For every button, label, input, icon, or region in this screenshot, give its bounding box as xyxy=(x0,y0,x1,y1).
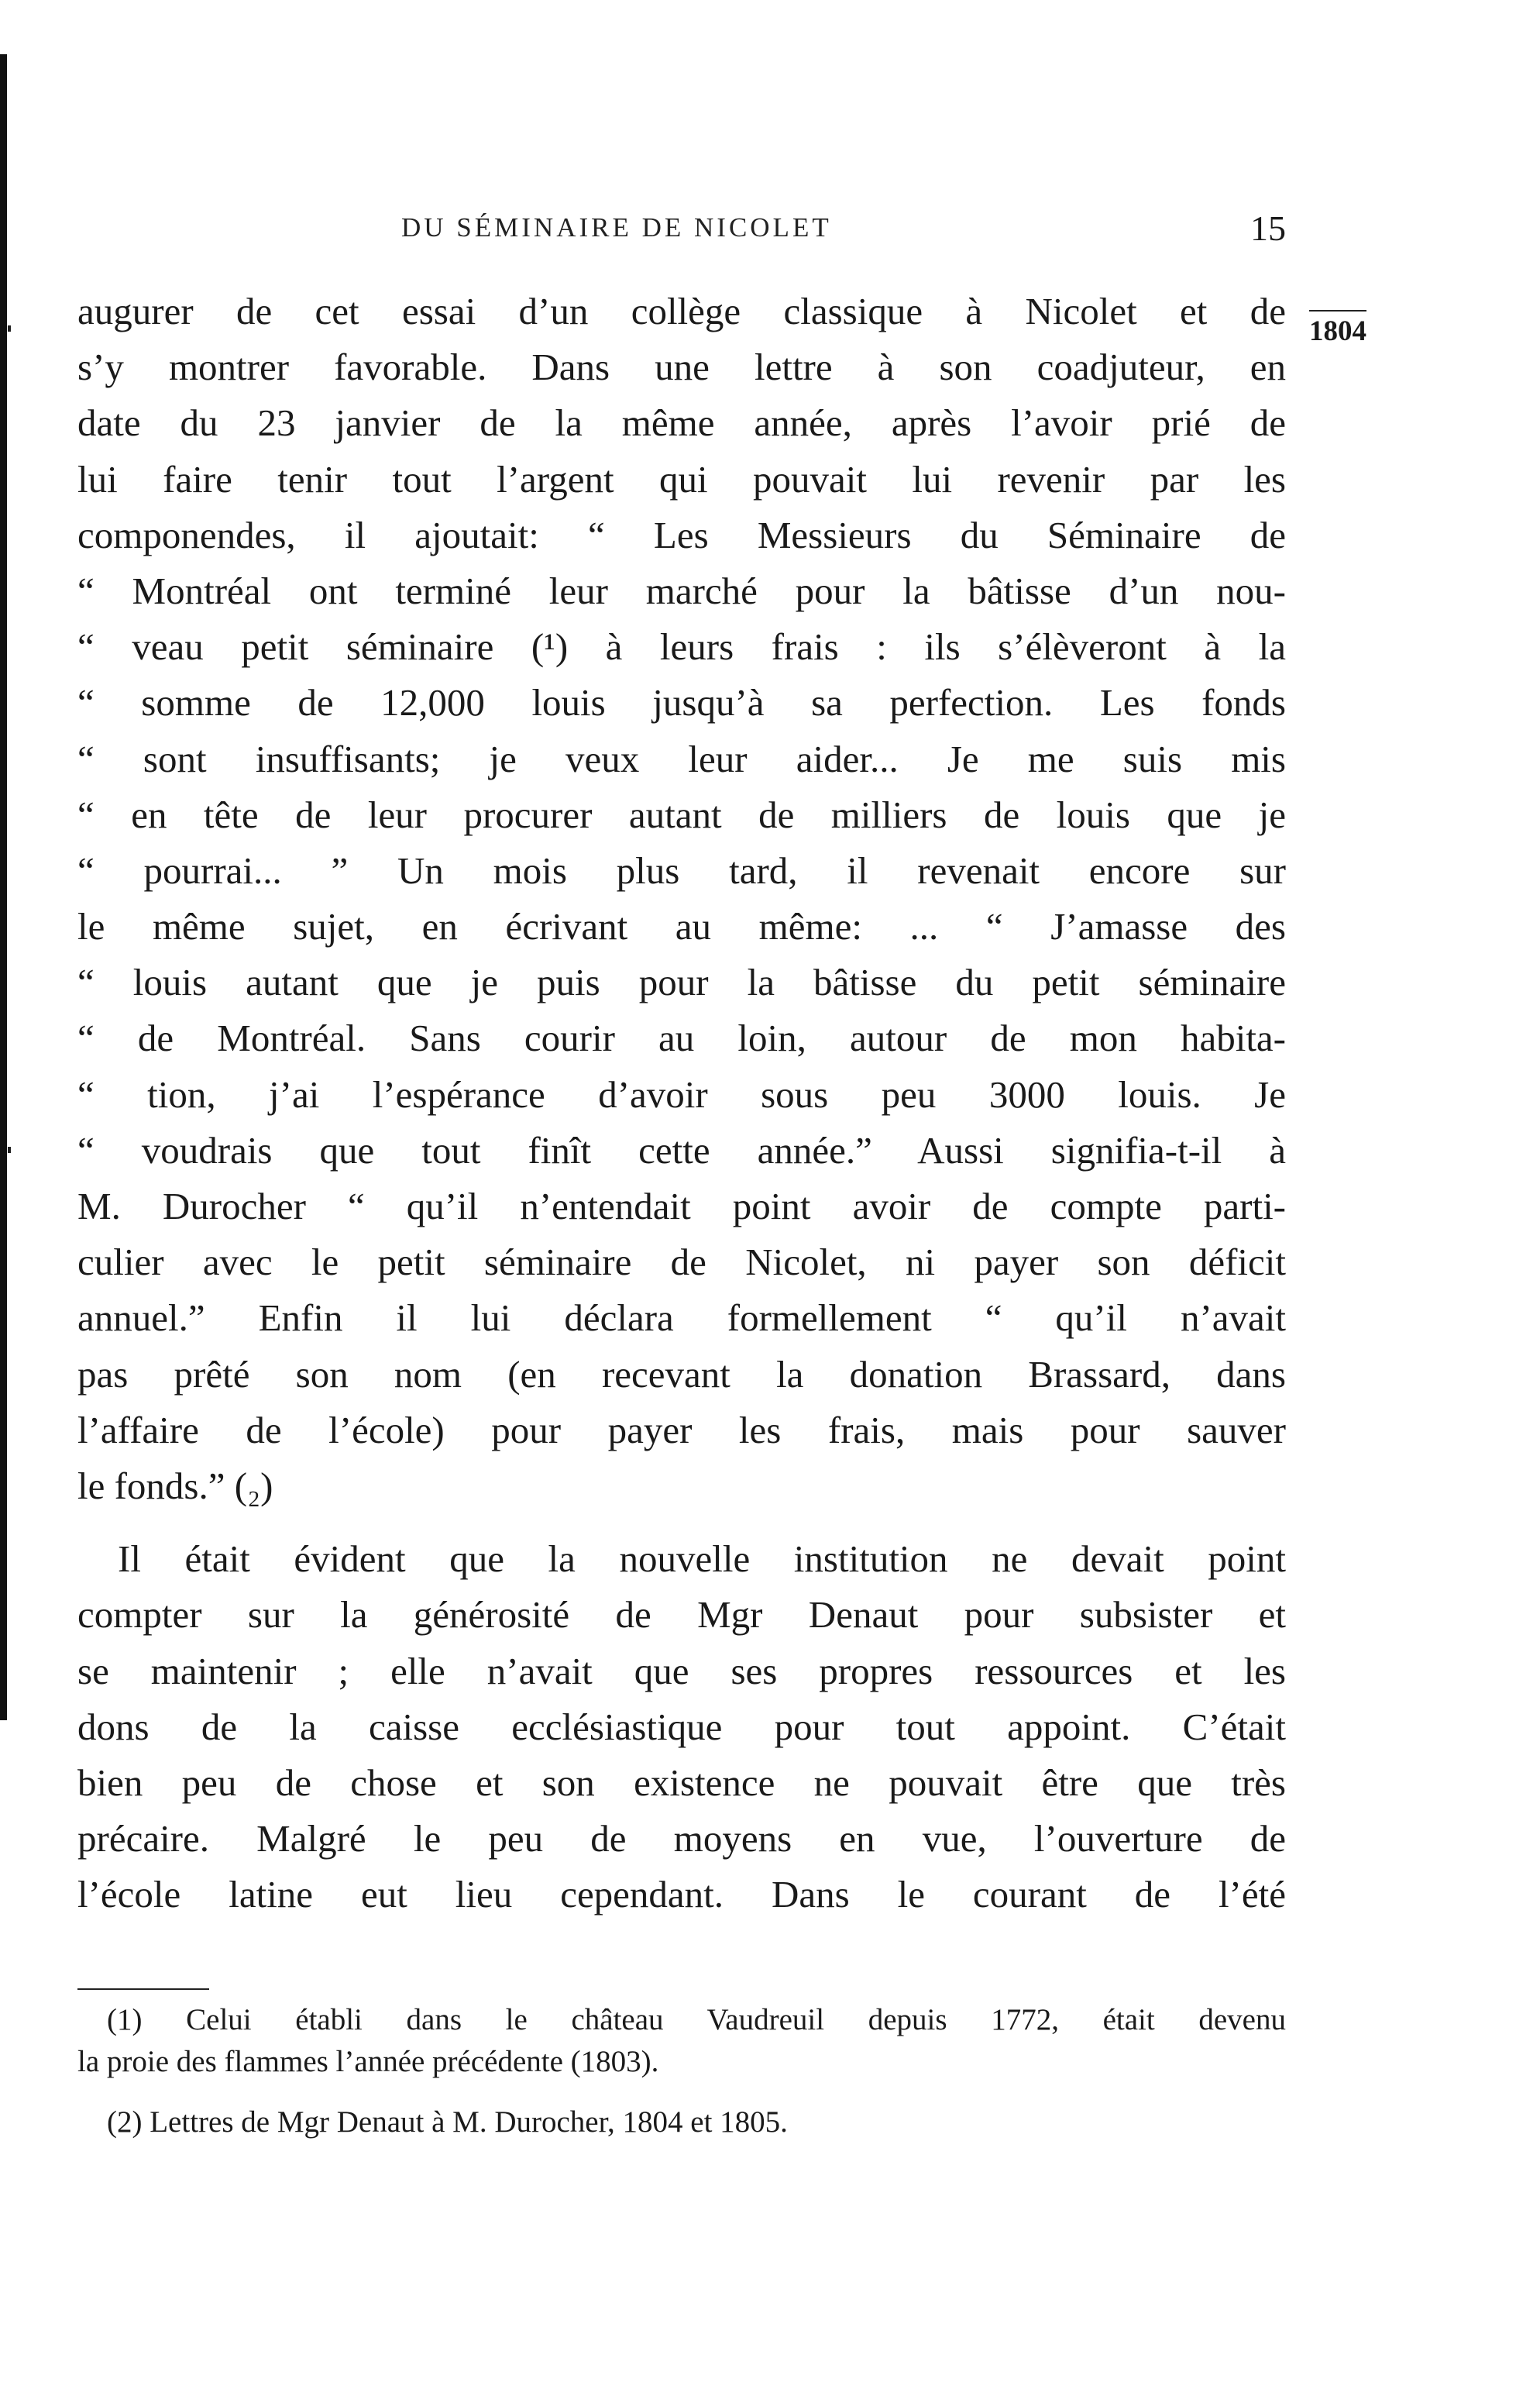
text-line: se maintenir ; elle n’avait que ses propres ressources et les xyxy=(77,1649,1286,1692)
page-header xyxy=(77,208,1286,254)
text-line: “ de Montréal. Sans courir au loin, autour de mon habita- xyxy=(77,1017,1286,1060)
paragraph-1 xyxy=(77,284,1286,1514)
footnotes xyxy=(77,1999,1286,2143)
page-number: 15 xyxy=(1250,208,1286,248)
text-line: “ veau petit séminaire (¹) à leurs frais : ils s’élèveront à la xyxy=(77,625,1286,669)
text-line: dons de la caisse ecclésiastique pour tout appoint. C’était xyxy=(77,1705,1286,1748)
footnote-rule xyxy=(77,1988,209,1990)
text-line: lui faire tenir tout l’argent qui pouvait lui revenir par les xyxy=(77,457,1286,501)
text-line: bien peu de chose et son existence ne pouvait être que très xyxy=(77,1761,1286,1804)
text-line: componendes, il ajoutait: “ Les Messieurs du Séminaire de xyxy=(77,513,1286,556)
running-head: DU SÉMINAIRE DE NICOLET xyxy=(401,212,832,243)
text-line: “ pourrai... ” Un mois plus tard, il revenait encore sur xyxy=(77,848,1286,892)
text-line: le fonds.” (₂) xyxy=(77,1464,273,1507)
text-line: “ tion, j’ai l’espérance d’avoir sous peu 3000 louis. Je xyxy=(77,1072,1286,1116)
paragraph-2 xyxy=(77,1531,1286,1922)
text-line: précaire. Malgré le peu de moyens en vue, l’ouverture de xyxy=(77,1817,1286,1860)
text-line: “ Montréal ont terminé leur marché pour la bâtisse d’un nou- xyxy=(77,569,1286,612)
text-line: “ voudrais que tout finît cette année.” Aussi signifia-t-il à xyxy=(77,1128,1286,1172)
text-line: l’affaire de l’école) pour payer les frais, mais pour sauver xyxy=(77,1408,1286,1451)
margin-year-note: 1804 xyxy=(1309,310,1366,348)
text-line: augurer de cet essai d’un collège classique à Nicolet et de xyxy=(77,290,1286,332)
text-line: l’école latine eut lieu cependant. Dans le courant de l’été xyxy=(77,1873,1286,1916)
text-line: compter sur la générosité de Mgr Denaut pour subsister et xyxy=(77,1593,1286,1637)
footnote-line: (2) Lettres de Mgr Denaut à M. Durocher, 1804 et 1805. xyxy=(107,2105,788,2139)
text-line: date du 23 janvier de la même année, après l’avoir prié de xyxy=(77,401,1286,445)
text-line: M. Durocher “ qu’il n’entendait point avoir de compte parti- xyxy=(77,1185,1286,1227)
text-line: “ sont insuffisants; je veux leur aider... Je me suis mis xyxy=(77,737,1286,780)
text-line: “ louis autant que je puis pour la bâtisse du petit séminaire xyxy=(77,961,1286,1004)
footnote-line: (1) Celui établi dans le château Vaudreuil depuis 1772, était devenu xyxy=(107,2003,1286,2036)
text-line: le même sujet, en écrivant au même: ... “ J’amasse des xyxy=(77,905,1286,948)
scan-speck xyxy=(8,1147,11,1153)
text-line: “ somme de 12,000 louis jusqu’à sa perfection. Les fonds xyxy=(77,681,1286,725)
text-line: Il était évident que la nouvelle institution ne devait point xyxy=(118,1537,1286,1581)
scan-speck xyxy=(8,325,11,332)
text-line: s’y montrer favorable. Dans une lettre à son coadjuteur, en xyxy=(77,346,1286,389)
footnote-line: la proie des flammes l’année précédente (1803). xyxy=(77,2045,659,2078)
footnote-1 xyxy=(77,1999,1286,2083)
paragraph-gap xyxy=(77,1514,1286,1531)
text-line: “ en tête de leur procurer autant de milliers de louis que je xyxy=(77,793,1286,836)
text-line: annuel.” Enfin il lui déclara formellement “ qu’il n’avait xyxy=(77,1296,1286,1340)
footnote-2 xyxy=(77,2101,1286,2143)
footnote-gap xyxy=(77,2083,1286,2101)
page-binding-edge xyxy=(0,54,7,1720)
body-text xyxy=(77,284,1286,1922)
text-line: pas prêté son nom (en recevant la donation Brassard, dans xyxy=(77,1352,1286,1396)
text-line: culier avec le petit séminaire de Nicolet, ni payer son déficit xyxy=(77,1241,1286,1284)
